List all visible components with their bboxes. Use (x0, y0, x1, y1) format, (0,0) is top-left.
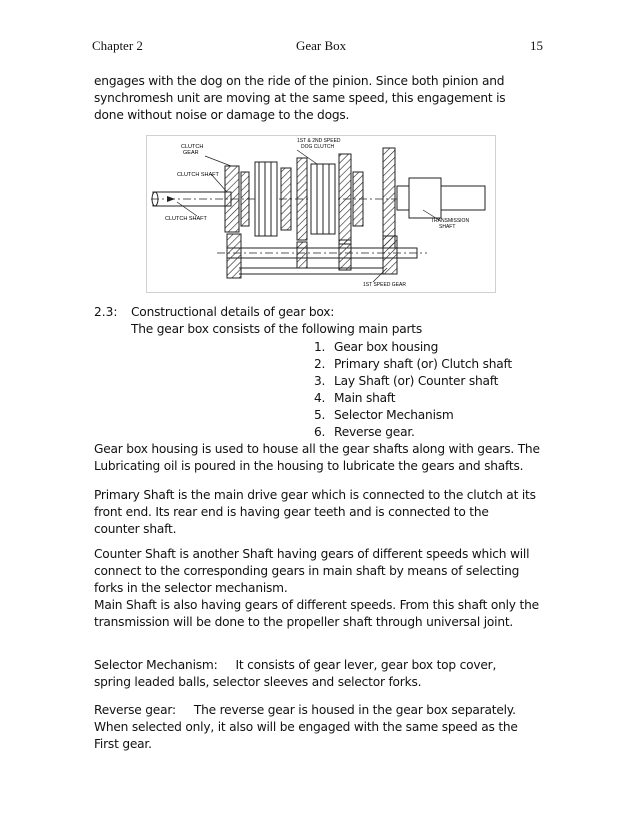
gearbox-diagram (146, 135, 496, 293)
list-item: 1. Gear box housing (314, 340, 439, 354)
list-item: 5. Selector Mechanism (314, 408, 454, 422)
page-number: 15 (530, 38, 543, 53)
label-clutch-shaft-bottom: CLUTCH SHAFT (165, 216, 207, 222)
housing-paragraph: Gear box housing is used to house all the gear shafts along with gears. The Lubricating oil is poured in the housing to lubricate the gears and shafts. (94, 442, 540, 473)
selector-term: Selector Mechanism: (94, 658, 218, 672)
label-transmission-shaft: TRANSMISSION SHAFT (431, 218, 470, 230)
clutch-gear (225, 166, 239, 232)
section-subtitle: The gear box consists of the following main parts (131, 322, 423, 336)
label-clutch-shaft-top: CLUTCH SHAFT (177, 172, 219, 178)
first-speed-gear (383, 148, 395, 250)
gearbox-drawing (147, 136, 495, 292)
chapter-label: Chapter 2 (92, 38, 143, 53)
section-number: 2.3: (94, 305, 118, 319)
section-title: Constructional details of gear box: (131, 305, 335, 319)
intro-line: done without noise or damage to the dogs. (94, 108, 350, 122)
list-item: 4. Main shaft (314, 391, 396, 405)
label-clutch-gear: CLUTCH GEAR (181, 144, 204, 156)
list-item: 6. Reverse gear. (314, 425, 415, 439)
intro-line: engages with the dog on the ride of the pinion. Since both pinion and (94, 74, 505, 88)
list-item: 2. Primary shaft (or) Clutch shaft (314, 357, 512, 371)
reverse-gear-paragraph: Reverse gear: The reverse gear is housed in the gear box separately. When selected only, it also will be engaged with the same speed as the First gear. (94, 703, 518, 751)
reverse-term: Reverse gear: (94, 703, 176, 717)
label-first-speed-gear: 1ST SPEED GEAR (363, 282, 406, 288)
intro-line: synchromesh unit are moving at the same speed, this engagement is (94, 91, 506, 105)
intro-paragraph (94, 73, 554, 124)
label-dog-clutch: 1ST & 2ND SPEED DOG CLUTCH (297, 138, 341, 150)
parts-list (314, 339, 512, 441)
selector-paragraph: Selector Mechanism: It consists of gear lever, gear box top cover, spring leaded balls, selector sleeves and selector forks. (94, 658, 497, 689)
synchro-unit (255, 162, 277, 236)
primary-shaft-paragraph: Primary Shaft is the main drive gear which is connected to the clutch at its front end. Its rear end is having gear teeth and is connected to the counter shaft. (94, 488, 536, 536)
counter-shaft-paragraph: Counter Shaft is another Shaft having gears of different speeds which will connect to the corresponding gears in main shaft by means of selecting forks in the selector mechanism. Main Shaft is also having gears of different speeds. From this shaft only the transmission will be done to the propeller shaft through universal joint. (94, 547, 539, 629)
running-title: Gear Box (296, 38, 347, 53)
list-item: 3. Lay Shaft (or) Counter shaft (314, 374, 499, 388)
